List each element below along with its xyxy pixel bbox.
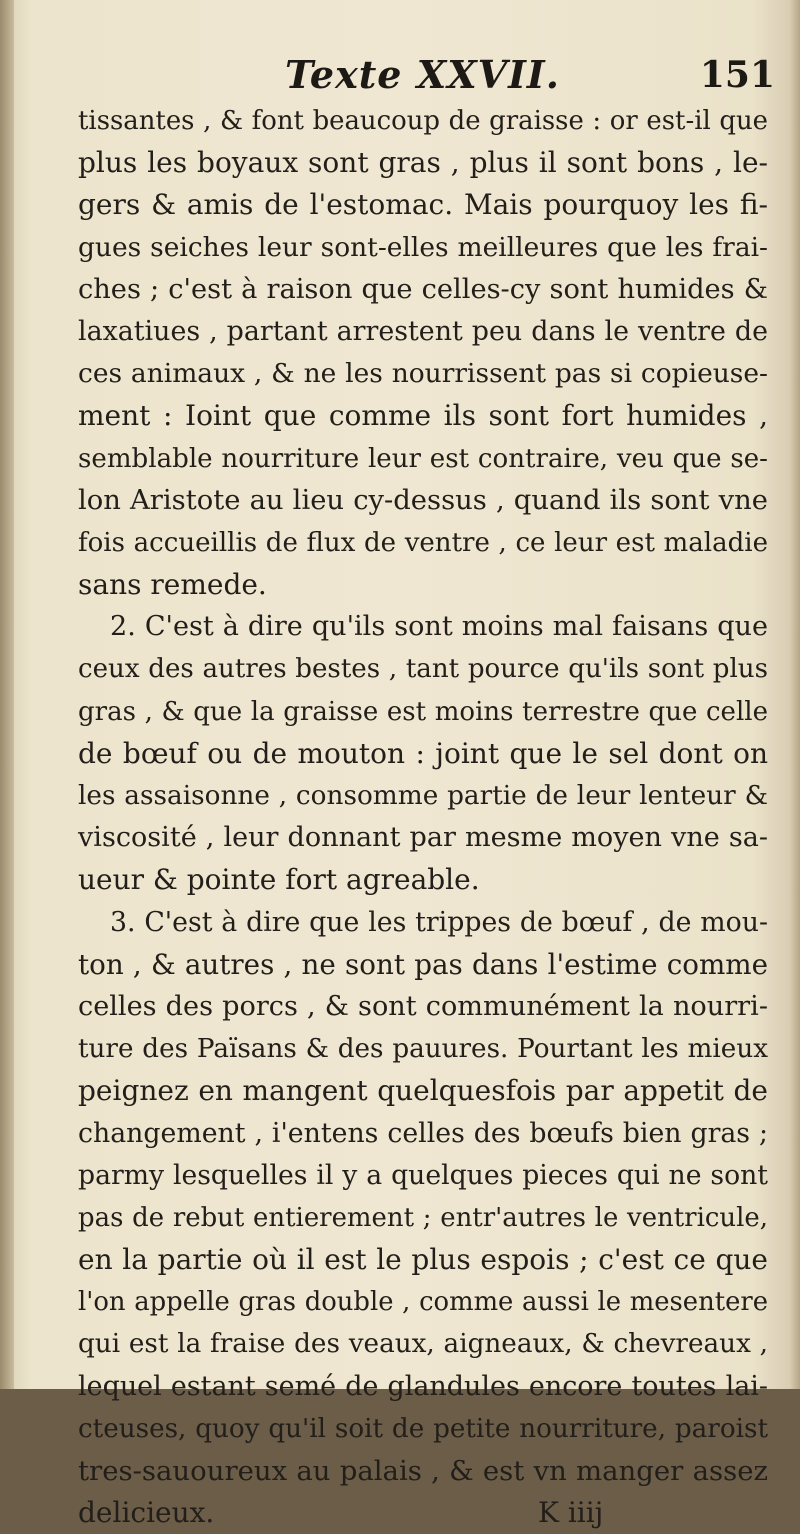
text-line: fois accueillis de flux de ventre , ce leur est maladie <box>78 527 768 558</box>
page-edge-right <box>790 0 800 1389</box>
closing-word: delicieux. <box>78 1496 215 1530</box>
text-line: qui est la fraise des veaux, aigneaux, & chevreaux , <box>78 1329 768 1360</box>
text-line: ches ; c'est à raison que celles-cy sont humides & <box>78 273 768 305</box>
body-text <box>78 100 768 1534</box>
text-line: gues seiches leur sont-elles meilleures que les frai- <box>78 231 768 263</box>
text-line: semblable nourriture leur est contraire, veu que se- <box>78 443 768 474</box>
text-line: l'on appelle gras double , comme aussi le mesentere <box>78 1287 768 1318</box>
text-line: sans remede. <box>78 568 267 602</box>
closing-line <box>78 1492 768 1534</box>
text-line: ces animaux , & ne les nourrissent pas si copieuse- <box>78 358 768 390</box>
text-line: peignez en mangent quelquesfois par appetit de <box>78 1074 768 1108</box>
text-line: pas de rebut entierement ; entr'autres le ventricule, <box>78 1202 768 1233</box>
text-line: tres-sauoureux au palais , & est vn manger assez <box>78 1455 768 1487</box>
text-line: ture des Païsans & des pauures. Pourtant les mieux <box>78 1034 768 1065</box>
text-line: les assaisonne , consomme partie de leur lenteur & <box>78 781 768 811</box>
running-title: Texte XXVII. <box>285 52 560 97</box>
page-number: 151 <box>699 54 775 96</box>
text-line: celles des porcs , & sont communément la nourri- <box>78 990 768 1022</box>
text-line: lequel estant semé de glandules encore toutes lai- <box>78 1370 768 1402</box>
text-line: ton , & autres , ne sont pas dans l'estime comme <box>78 947 768 981</box>
text-line: 3. C'est à dire que les trippes de bœuf , de mou- <box>110 906 768 938</box>
text-line: plus les boyaux sont gras , plus il sont bons , le- <box>78 146 768 180</box>
page-edge-left <box>0 0 14 1389</box>
text-line: viscosité , leur donnant par mesme moyen vne sa- <box>78 822 768 854</box>
text-line: de bœuf ou de mouton : joint que le sel dont on <box>78 736 768 770</box>
signature-mark: K iiij <box>538 1496 604 1530</box>
text-line: ment : Ioint que comme ils sont fort humides , <box>78 399 768 433</box>
text-line: laxatiues , partant arrestent peu dans le ventre de <box>78 315 768 347</box>
text-line: lon Aristote au lieu cy-dessus , quand ils sont vne <box>78 484 768 516</box>
text-line: tissantes , & font beaucoup de graisse : or est-il que <box>78 106 768 136</box>
text-line: parmy lesquelles il y a quelques pieces qui ne sont <box>78 1159 768 1191</box>
text-line: ceux des autres bestes , tant pource qu'ils sont plus <box>78 654 768 685</box>
text-line: changement , i'entens celles des bœufs bien gras ; <box>78 1117 768 1149</box>
text-line: gers & amis de l'estomac. Mais pourquoy les fi- <box>78 188 768 222</box>
text-line: gras , & que la graisse est moins terrestre que celle <box>78 696 768 727</box>
text-line: en la partie où il est le plus espois ; c'est ce que <box>78 1243 768 1277</box>
text-line: ueur & pointe fort agreable. <box>78 863 480 897</box>
text-line: cteuses, quoy qu'il soit de petite nourriture, paroist <box>78 1413 768 1444</box>
text-line: 2. C'est à dire qu'ils sont moins mal faisans que <box>110 611 768 643</box>
page-header <box>60 52 775 102</box>
